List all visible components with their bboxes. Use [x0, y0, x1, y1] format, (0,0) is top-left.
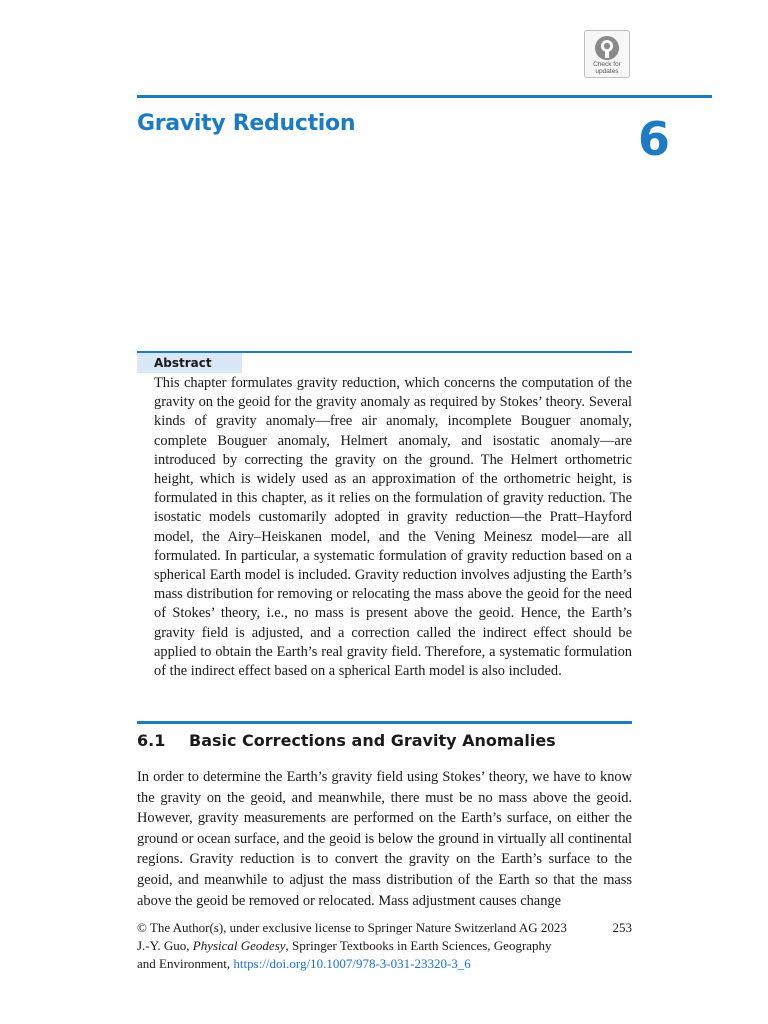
abstract-box — [137, 351, 632, 681]
footer-citation — [137, 937, 632, 955]
footer — [137, 919, 632, 974]
footer-author: J.-Y. Guo, — [137, 938, 193, 954]
section-heading — [137, 731, 556, 750]
page-number: 253 — [612, 920, 632, 935]
footer-line3-prefix: and Environment, — [137, 956, 234, 972]
chapter-top-rule — [137, 95, 712, 98]
chapter-number: 6 — [637, 112, 670, 166]
section-number: 6.1 — [137, 731, 166, 750]
footer-book-title: Physical Geodesy — [192, 938, 286, 954]
badge-line2: updates — [595, 68, 619, 75]
abstract-label: Abstract — [137, 353, 242, 373]
check-for-updates-badge[interactable] — [584, 30, 630, 78]
crossmark-icon — [594, 35, 620, 61]
footer-copyright: © The Author(s), under exclusive license to Springer Nature Switzerland AG 2023 — [137, 920, 567, 935]
section-rule — [137, 721, 632, 724]
section-title: Basic Corrections and Gravity Anomalies — [189, 731, 556, 750]
doi-link[interactable]: https://doi.org/10.1007/978-3-031-23320-3_6 — [233, 956, 471, 972]
chapter-title: Gravity Reduction — [137, 111, 356, 136]
badge-line1: Check for — [593, 61, 621, 68]
footer-publisher: , Springer Textbooks in Earth Sciences, Geography — [285, 938, 552, 954]
section-body-text: In order to determine the Earth’s gravity field using Stokes’ theory, we have to know the gravity on the geoid, and meanwhile, there must be no mass above the geoid. However, gravity measurements are performed on the Earth’s surface, on either the ground or ocean surface, and the geoid is below the ground in virtually all continental regions. Gravity reduction is to convert the gravity on the Earth’s surface to the geoid, and meanwhile to adjust the mass distribution of the Earth so that the mass above the geoid be removed or relocated. Mass adjustment causes change — [137, 769, 632, 909]
abstract-text: This chapter formulates gravity reduction, which concerns the computation of the gravity on the geoid for the gravity anomaly as required by Stokes’ theory. Several kinds of gravity anomaly—free air anomaly, incomplete Bouguer anomaly, complete Bouguer anomaly, Helmert anomaly, and isostatic anomaly—are introduced by correcting the gravity on the ground. The Helmert orthometric height, which is widely used as an approximation of the orthometric height, is formulated in this chapter, as it relies on the formulation of gravity reduction. The isostatic models customarily adopted in gravity reduction—the Pratt–Hayford model, the Airy–Heiskanen model, and the Vening Meinesz model—are all formulated. In particular, a systematic formulation of gravity reduction based on a spherical Earth model is included. Gravity reduction involves adjusting the Earth’s mass distribution for removing or relocating the mass above the geoid for the need of Stokes’ theory, i.e., no mass is present above the geoid. Hence, the Earth’s gravity field is adjusted, and a correction called the indirect effect should be applied to obtain the Earth’s real gravity field. Therefore, a systematic formulation of the indirect effect based on a spherical Earth model is also included. — [154, 375, 632, 680]
footer-line3 — [137, 955, 632, 973]
